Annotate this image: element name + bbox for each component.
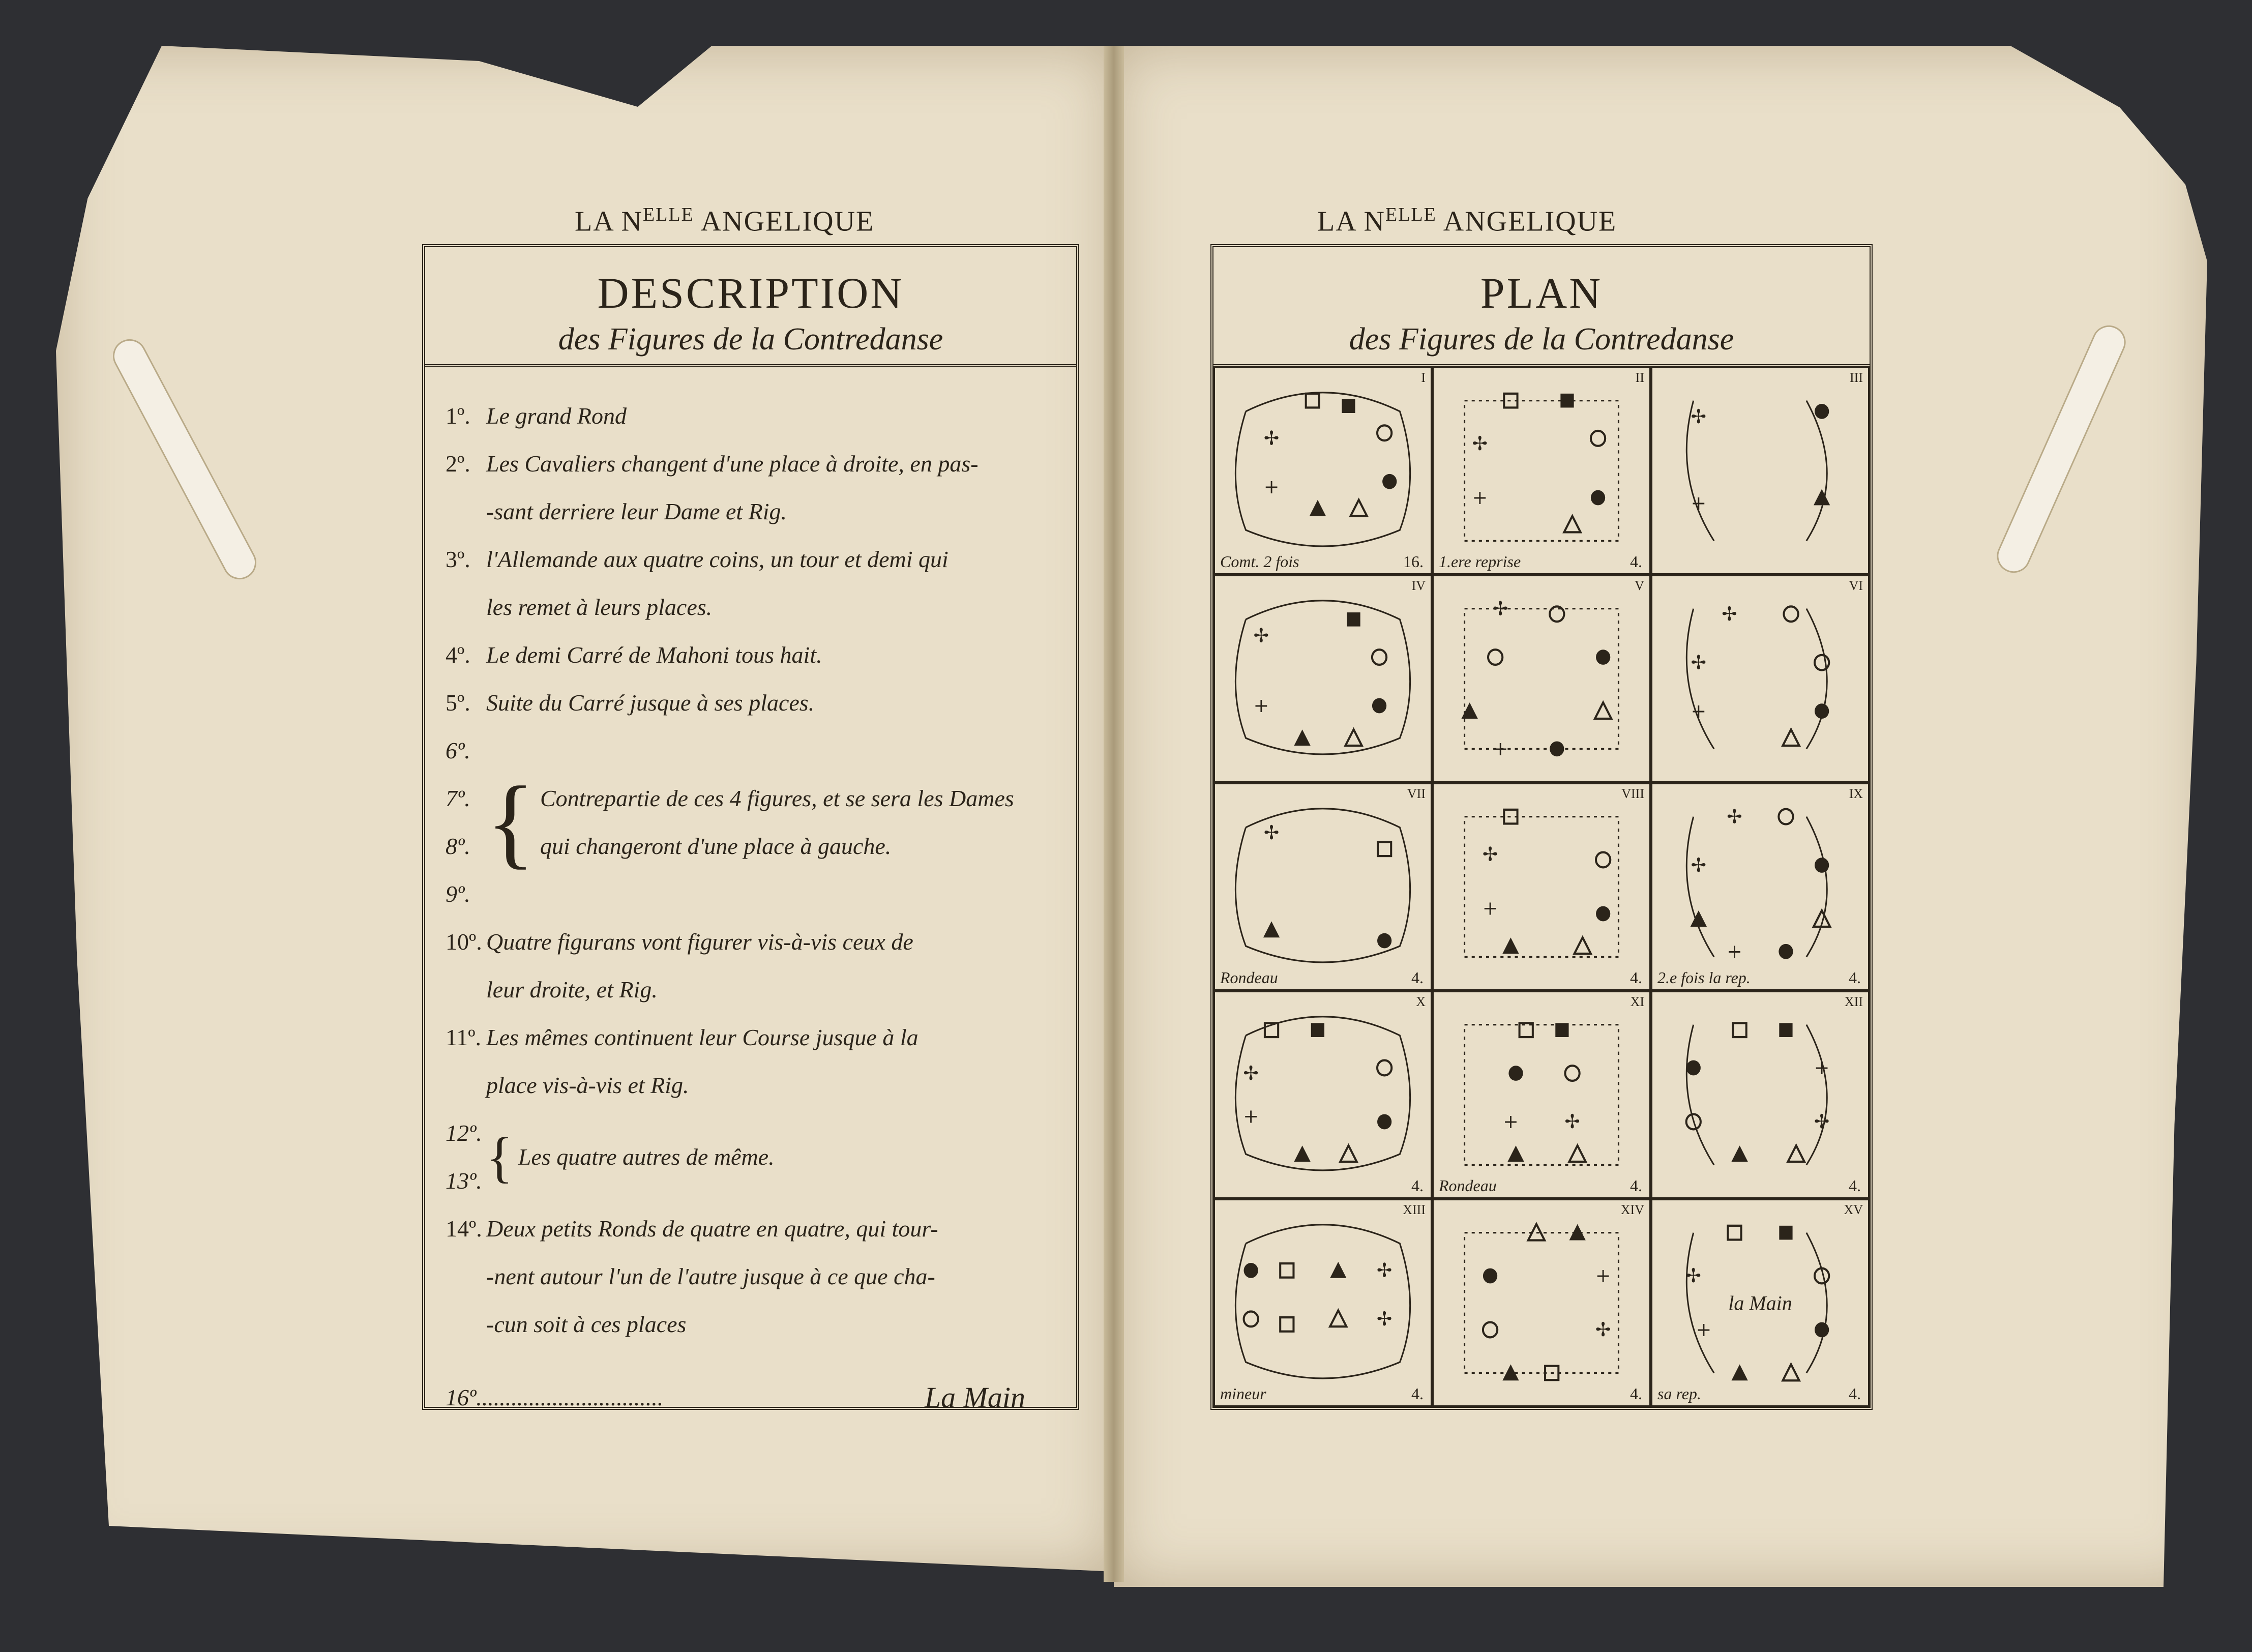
brace-symbol: { <box>486 1126 513 1188</box>
dancer-marker: + <box>1691 699 1707 723</box>
movement-path <box>1465 1025 1619 1165</box>
dancer-marker <box>1377 425 1391 440</box>
dancer-marker <box>1728 1226 1741 1240</box>
description-list <box>425 367 1076 1422</box>
plan-cell-6 <box>1651 575 1870 783</box>
item-text: Les quatre autres de même. <box>518 1144 775 1170</box>
description-item <box>446 918 1056 966</box>
dancer-marker <box>1244 1311 1258 1326</box>
dancer-marker: ✢ <box>1472 432 1488 455</box>
dancer-marker <box>1779 1226 1792 1240</box>
plan-cell-8 <box>1432 783 1651 991</box>
dancer-marker <box>1263 921 1280 937</box>
item-text: leur droite, et Rig. <box>486 977 658 1002</box>
dancer-marker: ✢ <box>1564 1110 1580 1133</box>
dancer-marker <box>1382 474 1397 489</box>
dancer-marker <box>1596 650 1610 665</box>
dancer-marker <box>1294 1145 1310 1162</box>
figure-diagram <box>1434 1200 1649 1405</box>
movement-path <box>1465 401 1619 541</box>
cell-label: Rondeau <box>1220 968 1278 987</box>
item-text: Suite du Carré jusque à ses places. <box>486 690 815 716</box>
dancer-marker <box>1591 490 1605 506</box>
cell-roman-numeral: VII <box>1407 786 1426 801</box>
dancer-marker <box>1483 1322 1497 1338</box>
dancer-marker: ✢ <box>1595 1318 1611 1341</box>
cell-roman-numeral: III <box>1850 370 1863 385</box>
cell-count: 4. <box>1411 968 1424 987</box>
plan-cell-12 <box>1651 991 1870 1199</box>
dancer-marker <box>1372 698 1386 714</box>
dancer-marker <box>1575 937 1591 954</box>
description-item <box>446 1014 1056 1061</box>
description-title-box <box>425 247 1076 367</box>
item-number: 4º. <box>446 642 470 668</box>
brace-group-12-13 <box>446 1109 1056 1205</box>
item-number: 5º. <box>446 690 470 716</box>
plan-cell-13 <box>1213 1199 1432 1407</box>
dancer-marker <box>1550 606 1564 622</box>
description-item <box>446 392 1056 440</box>
figure-diagram <box>1434 576 1649 781</box>
dancer-marker <box>1783 1364 1799 1380</box>
plan-cell-3 <box>1651 367 1870 575</box>
plan-cell-10 <box>1213 991 1432 1199</box>
figure-diagram <box>1652 784 1868 989</box>
item-number: 13º. <box>446 1168 482 1194</box>
movement-path <box>1235 1225 1410 1378</box>
dancer-marker <box>1310 500 1326 516</box>
item-number <box>446 583 486 631</box>
plan-cell-9 <box>1651 783 1870 991</box>
movement-path <box>1235 393 1410 546</box>
dancer-marker: ✢ <box>1691 405 1707 428</box>
item-text: Les Cavaliers changent d'une place à droite, en pas- <box>486 451 979 477</box>
cell-roman-numeral: VI <box>1849 578 1863 593</box>
dancer-marker <box>1377 933 1391 949</box>
description-item <box>446 631 1056 679</box>
item-number: 6º. <box>446 738 470 763</box>
dancer-marker <box>1372 650 1386 665</box>
item-text: -nent autour l'un de l'autre jusque à ce que cha- <box>486 1263 935 1289</box>
item-text: -cun soit à ces places <box>486 1311 687 1337</box>
dancer-marker <box>1815 655 1829 670</box>
description-item <box>446 488 1056 536</box>
cell-count: 4. <box>1630 552 1642 571</box>
cell-label: 2.e fois la rep. <box>1657 968 1751 987</box>
dancer-marker <box>1595 702 1611 719</box>
item-number <box>446 1301 486 1348</box>
dancer-marker <box>1555 1023 1568 1037</box>
dancer-marker <box>1784 606 1798 622</box>
dancer-marker <box>1731 1364 1747 1380</box>
dancer-marker <box>1294 729 1310 746</box>
cell-label: sa rep. <box>1657 1384 1701 1403</box>
dancer-marker <box>1815 703 1829 719</box>
movement-path <box>1686 401 1827 541</box>
dancer-marker <box>1815 404 1829 419</box>
description-item <box>446 1253 1056 1301</box>
plan-cell-5 <box>1432 575 1651 783</box>
figure-diagram <box>1215 368 1431 573</box>
plan-cell-7 <box>1213 783 1432 991</box>
cell-roman-numeral: V <box>1635 578 1644 593</box>
item-number: 12º. <box>446 1120 482 1146</box>
figure-diagram <box>1652 368 1868 573</box>
cell-count: 4. <box>1849 968 1861 987</box>
movement-path <box>1686 817 1827 957</box>
description-item <box>446 1061 1056 1109</box>
dancer-marker <box>1311 1023 1324 1037</box>
dancer-marker <box>1488 650 1502 665</box>
description-item <box>446 966 1056 1014</box>
cell-roman-numeral: XI <box>1630 994 1644 1009</box>
cell-count: 4. <box>1630 968 1642 987</box>
item-number: 2º. <box>446 451 470 477</box>
description-subtitle: des Figures de la Contredanse <box>558 322 943 357</box>
cell-count: 4. <box>1849 1384 1861 1403</box>
dancer-marker <box>1550 742 1564 757</box>
item-text: -sant derriere leur Dame et Rig. <box>486 498 787 524</box>
cell-roman-numeral: X <box>1416 994 1426 1009</box>
description-item <box>446 440 1056 488</box>
dancer-marker <box>1280 1263 1293 1278</box>
dancer-marker <box>1779 944 1793 959</box>
item-number: 14º. <box>446 1216 482 1242</box>
item-text: Le demi Carré de Mahoni tous hait. <box>486 642 822 668</box>
figure-diagram <box>1652 576 1868 781</box>
description-item <box>446 1205 1056 1253</box>
dancer-marker: + <box>1814 1056 1830 1079</box>
cell-count: 4. <box>1411 1176 1424 1195</box>
dancer-marker <box>1779 1023 1792 1037</box>
item-number <box>446 488 486 536</box>
movement-path <box>1235 1017 1410 1170</box>
cell-roman-numeral: XV <box>1844 1202 1863 1217</box>
dancer-marker: + <box>1472 486 1488 509</box>
footer-dots: ............................... <box>482 1384 664 1410</box>
description-title: DESCRIPTION <box>597 269 904 317</box>
plan-cell-1 <box>1213 367 1432 575</box>
dancer-marker <box>1377 1114 1391 1130</box>
figure-diagram <box>1215 576 1431 781</box>
brace-group-6-9 <box>446 727 1056 918</box>
dancer-marker: ✢ <box>1727 805 1742 828</box>
plan-subtitle: des Figures de la Contredanse <box>1349 322 1734 357</box>
footer-text: La Main <box>924 1381 1025 1414</box>
dancer-marker <box>1560 394 1574 408</box>
cell-roman-numeral: I <box>1421 370 1426 385</box>
dancer-marker: ✢ <box>1814 1110 1830 1133</box>
cell-roman-numeral: XIII <box>1403 1202 1426 1217</box>
dancer-marker <box>1340 1145 1356 1162</box>
item-text: Contrepartie de ces 4 figures, et se sera les Dames <box>540 785 1014 811</box>
dancer-marker <box>1347 612 1360 627</box>
item-number: 11º. <box>446 1024 482 1050</box>
dancer-marker <box>1783 729 1799 746</box>
dancer-marker: ✢ <box>1722 602 1737 626</box>
description-item <box>446 679 1056 727</box>
plan-grid <box>1213 367 1870 1407</box>
movement-path <box>1465 1233 1619 1373</box>
right-running-header: LA $N^{ELLE}$ ANGELIQUE <box>1317 204 1617 238</box>
cell-label: 1.ere reprise <box>1439 552 1521 571</box>
dancer-marker <box>1815 1322 1829 1338</box>
cell-label: mineur <box>1220 1384 1266 1403</box>
dancer-marker: + <box>1696 1318 1712 1341</box>
dancer-marker <box>1342 399 1355 413</box>
dancer-marker: + <box>1727 939 1742 963</box>
dancer-marker <box>1565 1066 1579 1081</box>
item-number: 8º. <box>446 833 470 859</box>
figure-diagram <box>1434 784 1649 989</box>
dancer-marker <box>1815 858 1829 873</box>
plan-title-box <box>1213 247 1870 367</box>
dancer-marker <box>1244 1263 1258 1278</box>
dancer-marker <box>1591 431 1605 446</box>
dancer-marker: + <box>1263 475 1280 498</box>
cell-roman-numeral: XIV <box>1620 1202 1644 1217</box>
dancer-marker: + <box>1503 1110 1519 1133</box>
cell-count: 4. <box>1630 1176 1642 1195</box>
dancer-marker <box>1779 809 1793 824</box>
movement-path <box>1465 609 1619 749</box>
item-number <box>446 1253 486 1301</box>
dancer-marker <box>1502 937 1519 954</box>
dancer-marker: + <box>1691 491 1707 515</box>
description-frame <box>422 244 1079 1414</box>
dancer-marker <box>1280 1317 1293 1332</box>
item-number: 3º. <box>446 546 470 572</box>
book-gutter <box>1104 46 1124 1582</box>
item-number: 10º. <box>446 929 482 955</box>
item-number <box>446 966 486 1014</box>
cell-count: 4. <box>1630 1384 1642 1403</box>
dancer-marker: ✢ <box>1263 821 1280 844</box>
dancer-marker: + <box>1243 1104 1259 1128</box>
figure-diagram <box>1434 368 1649 573</box>
description-item <box>446 536 1056 583</box>
cell-roman-numeral: XII <box>1844 994 1863 1009</box>
description-footer <box>446 1374 1056 1422</box>
movement-path <box>1686 1025 1830 1165</box>
dancer-marker <box>1596 852 1610 868</box>
plan-cell-4 <box>1213 575 1432 783</box>
cell-count: 16. <box>1403 552 1424 571</box>
item-text: les remet à leurs places. <box>486 594 713 620</box>
dancer-marker <box>1686 1060 1701 1076</box>
cell-label: Comt. 2 fois <box>1220 552 1299 571</box>
dancer-marker <box>1306 394 1319 408</box>
item-text: place vis-à-vis et Rig. <box>486 1072 689 1098</box>
dancer-marker: ✢ <box>1263 426 1280 450</box>
item-text: Deux petits Ronds de quatre en quatre, qui tour- <box>486 1216 938 1242</box>
cell-roman-numeral: IV <box>1411 578 1426 593</box>
dancer-marker: ✢ <box>1691 853 1707 877</box>
cell-count: 4. <box>1849 1176 1861 1195</box>
dancer-marker <box>1564 516 1580 533</box>
dancer-marker <box>1733 1023 1746 1037</box>
figure-diagram <box>1215 784 1431 989</box>
movement-path <box>1686 609 1827 749</box>
footer-num: 16º. <box>446 1384 482 1410</box>
item-text: Quatre figurans vont figurer vis-à-vis ceux de <box>486 929 913 955</box>
cell-label: Rondeau <box>1439 1176 1497 1195</box>
dancer-marker <box>1483 1268 1497 1284</box>
figure-diagram <box>1215 1200 1431 1405</box>
description-item <box>446 1301 1056 1348</box>
plan-cell-2 <box>1432 367 1651 575</box>
figure-diagram <box>1434 992 1649 1197</box>
dancer-marker: ✢ <box>1482 842 1498 866</box>
brace-symbol: { <box>486 766 535 878</box>
dancer-marker <box>1377 1060 1391 1076</box>
cell-count: 4. <box>1411 1384 1424 1403</box>
dancer-marker <box>1569 1224 1586 1241</box>
plan-title: PLAN <box>1480 269 1603 317</box>
plan-frame <box>1210 244 1873 1410</box>
dancer-marker <box>1508 1066 1523 1081</box>
figure-diagram <box>1215 992 1431 1197</box>
dancer-marker: + <box>1595 1264 1611 1287</box>
cell-roman-numeral: IX <box>1849 786 1863 801</box>
dancer-marker: + <box>1482 896 1498 920</box>
plan-cell-11 <box>1432 991 1651 1199</box>
dancer-marker <box>1596 906 1610 922</box>
item-text: Les mêmes continuent leur Course jusque à la <box>486 1024 918 1050</box>
dancer-marker: ✢ <box>1376 1258 1392 1282</box>
left-running-header: LA $N^{ELLE}$ ANGELIQUE <box>575 204 875 238</box>
dancer-marker <box>1507 1145 1524 1162</box>
item-number: 1º. <box>446 403 470 429</box>
dancer-marker: + <box>1253 694 1269 717</box>
cell-roman-numeral: II <box>1635 370 1644 385</box>
dancer-marker <box>1731 1145 1747 1162</box>
dancer-marker <box>1814 489 1830 506</box>
dancer-marker <box>1330 1262 1346 1278</box>
dancer-marker: ✢ <box>1685 1264 1701 1287</box>
item-text: Le grand Rond <box>486 403 627 429</box>
dancer-marker: ✢ <box>1376 1307 1392 1331</box>
item-number: 9º. <box>446 881 470 907</box>
dancer-marker: ✢ <box>1253 624 1269 647</box>
description-item <box>446 583 1056 631</box>
plan-cell-15 <box>1651 1199 1870 1407</box>
cell-main-text: la Main <box>1728 1291 1792 1314</box>
item-number: 7º. <box>446 785 470 811</box>
item-text: l'Allemande aux quatre coins, un tour et demi qui <box>486 546 949 572</box>
item-text: qui changeront d'une place à gauche. <box>540 833 892 859</box>
dancer-marker <box>1351 500 1367 516</box>
dancer-marker <box>1330 1310 1346 1326</box>
dancer-marker <box>1378 842 1391 856</box>
dancer-marker: ✢ <box>1691 651 1707 674</box>
plan-cell-14 <box>1432 1199 1651 1407</box>
dancer-marker <box>1345 729 1361 746</box>
dancer-marker <box>1788 1145 1804 1162</box>
dancer-marker <box>1569 1145 1586 1162</box>
figure-diagram <box>1652 992 1868 1197</box>
movement-path <box>1465 817 1619 957</box>
dancer-marker: ✢ <box>1243 1061 1259 1085</box>
item-number <box>446 1061 486 1109</box>
dancer-marker: + <box>1493 737 1508 760</box>
cell-roman-numeral: VIII <box>1621 786 1644 801</box>
dancer-marker: ✢ <box>1493 597 1508 620</box>
